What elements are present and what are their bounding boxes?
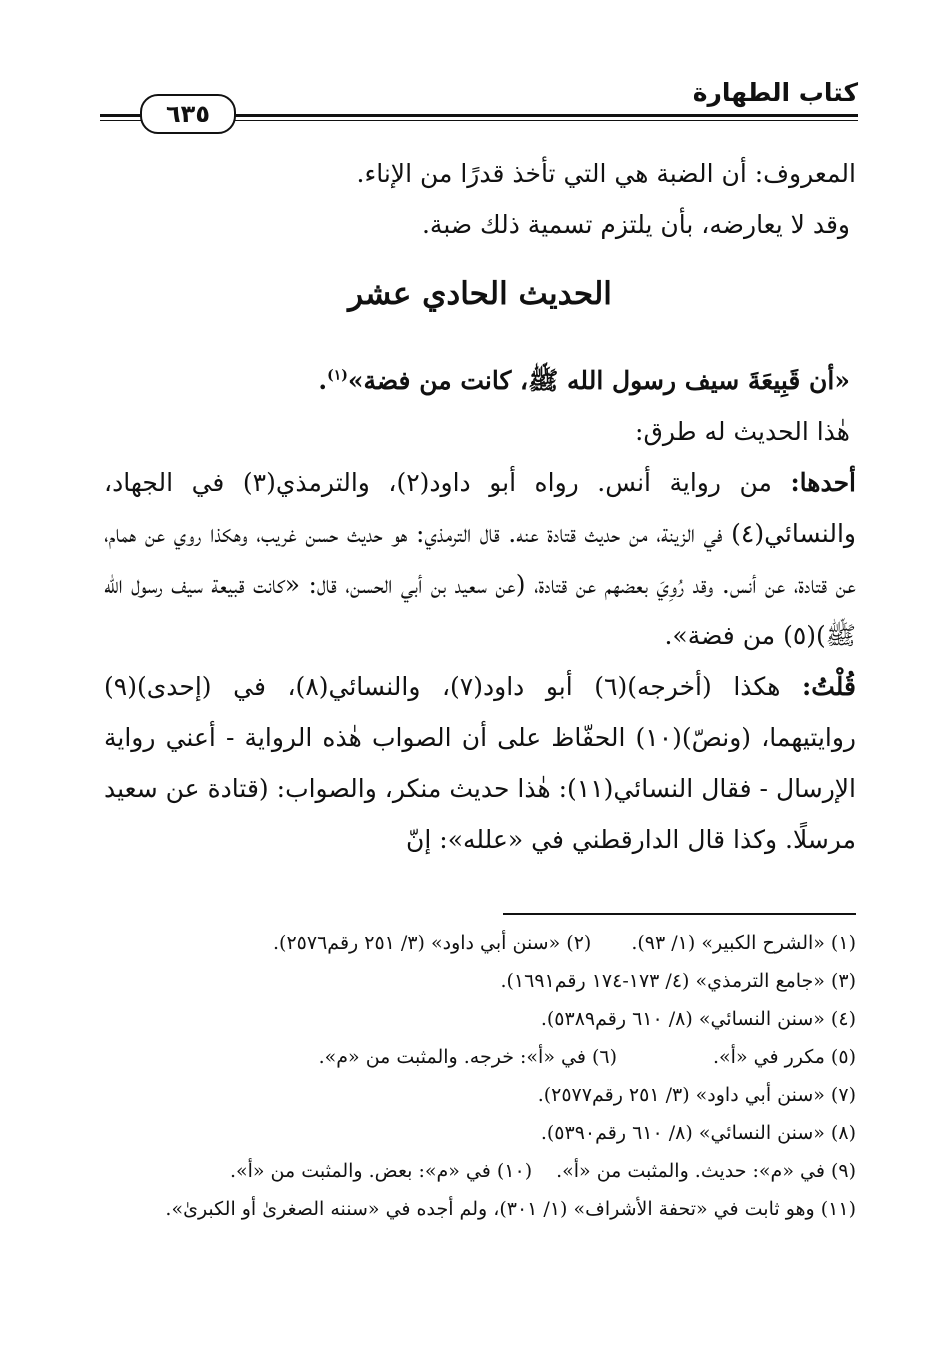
page-header <box>100 78 858 128</box>
footnote-ref-1: (١) <box>327 367 348 384</box>
footnote-11: (١١) وهو ثابت في «تحفة الأشراف» (١/ ٣٠١)، ولم أجده في «سننه الصغرىٰ أو الكبرىٰ». <box>165 1198 856 1220</box>
footnote-3: (٣) «جامع الترمذي» (٤/ ١٧٣-١٧٤ رقم١٦٩١). <box>500 970 856 992</box>
paragraph-comment-text: هكذا (أخرجه)(٦) أبو داود(٧)، والنسائي(٨)، في (إحدى)(٩) روايتيهما، (ونصّ)(١٠) الحفّاظ على أن الصواب هٰذه الرواية - أعني رواية الإرسال - فقال النسائي(١١): هٰذا حديث منكر، والصواب: (قتادة عن سعيد مرسلًا. وكذا قال الدارقطني في «علله»: إنّ <box>104 672 856 854</box>
footnote-row <box>104 1190 856 1228</box>
intro-line-2: وقد لا يعارضه، بأن يلتزم تسمية ذلك ضبة. <box>421 210 850 239</box>
footnote-row <box>104 1076 856 1114</box>
footnote-row <box>104 1114 856 1152</box>
footnote-row <box>104 924 856 962</box>
hadith-text <box>104 355 856 406</box>
footnote-8: (٨) «سنن النسائي» (٨/ ٦١٠ رقم٥٣٩٠). <box>540 1122 856 1144</box>
footnote-row <box>104 962 856 1000</box>
paragraph-first-path <box>104 457 856 661</box>
footnote-6: (٦) في «أ»: خرجه. والمثبت من «م». <box>318 1046 617 1068</box>
page-number: ٦٣٥ <box>140 94 236 134</box>
section-heading: الحديث الحادي عشر <box>348 276 612 312</box>
footnote-row <box>104 1038 856 1076</box>
footnote-10: (١٠) في «م»: بعض. والمثبت من «أ». <box>229 1160 533 1182</box>
footnotes <box>104 924 856 1228</box>
book-title: كتاب الطهارة <box>692 78 858 107</box>
footnote-2: (٢) «سنن أبي داود» (٣/ ٢٥١ رقم٢٥٧٦). <box>273 932 592 954</box>
footnote-row <box>104 1152 856 1190</box>
hadith-quote: «أن قَبِيعَةَ سيف رسول الله ﷺ، كانت من فضة» <box>347 366 850 395</box>
footnote-4: (٤) «سنن النسائي» (٨/ ٦١٠ رقم٥٣٨٩). <box>540 1008 856 1030</box>
footnote-9: (٩) في «م»: حديث. والمثبت من «أ». <box>556 1160 856 1182</box>
footnote-row <box>104 1000 856 1038</box>
main-text <box>104 148 856 865</box>
paths-intro: هٰذا الحديث له طرق: <box>635 417 850 446</box>
hadith-end: . <box>318 366 328 395</box>
paragraph-lead-first: أحدها: <box>790 468 856 497</box>
footnote-1: (١) «الشرح الكبير» (١/ ٩٣). <box>631 932 856 954</box>
footnote-separator <box>503 913 856 915</box>
paragraph-first-text: من رواية أنس. رواه أبو داود(٢)، والترمذي(٣) في الجهاد، والنسائي(٤) في الزينة، من حديث قتادة عنه. قال الترمذي: هو حديث حسن غريب، وهكذا روي عن همام، عن قتادة، عن أنس. وقد رُوِيَ بعضهم عن قتادة، (عن سعيد بن أبي الحسن، قال: «كانت قبيعة سيف رسول الله ﷺ)(٥) من فضة». <box>104 468 856 650</box>
paragraph-lead-qultu: قُلْتُ: <box>801 672 856 701</box>
footnote-5: (٥) مكرر في «أ». <box>713 1046 856 1068</box>
intro-line-1: المعروف: أن الضبة هي التي تأخذ قدرًا من الإناء. <box>356 159 856 188</box>
paragraph-comment <box>104 661 856 865</box>
footnote-7: (٧) «سنن أبي داود» (٣/ ٢٥١ رقم٢٥٧٧). <box>537 1084 856 1106</box>
